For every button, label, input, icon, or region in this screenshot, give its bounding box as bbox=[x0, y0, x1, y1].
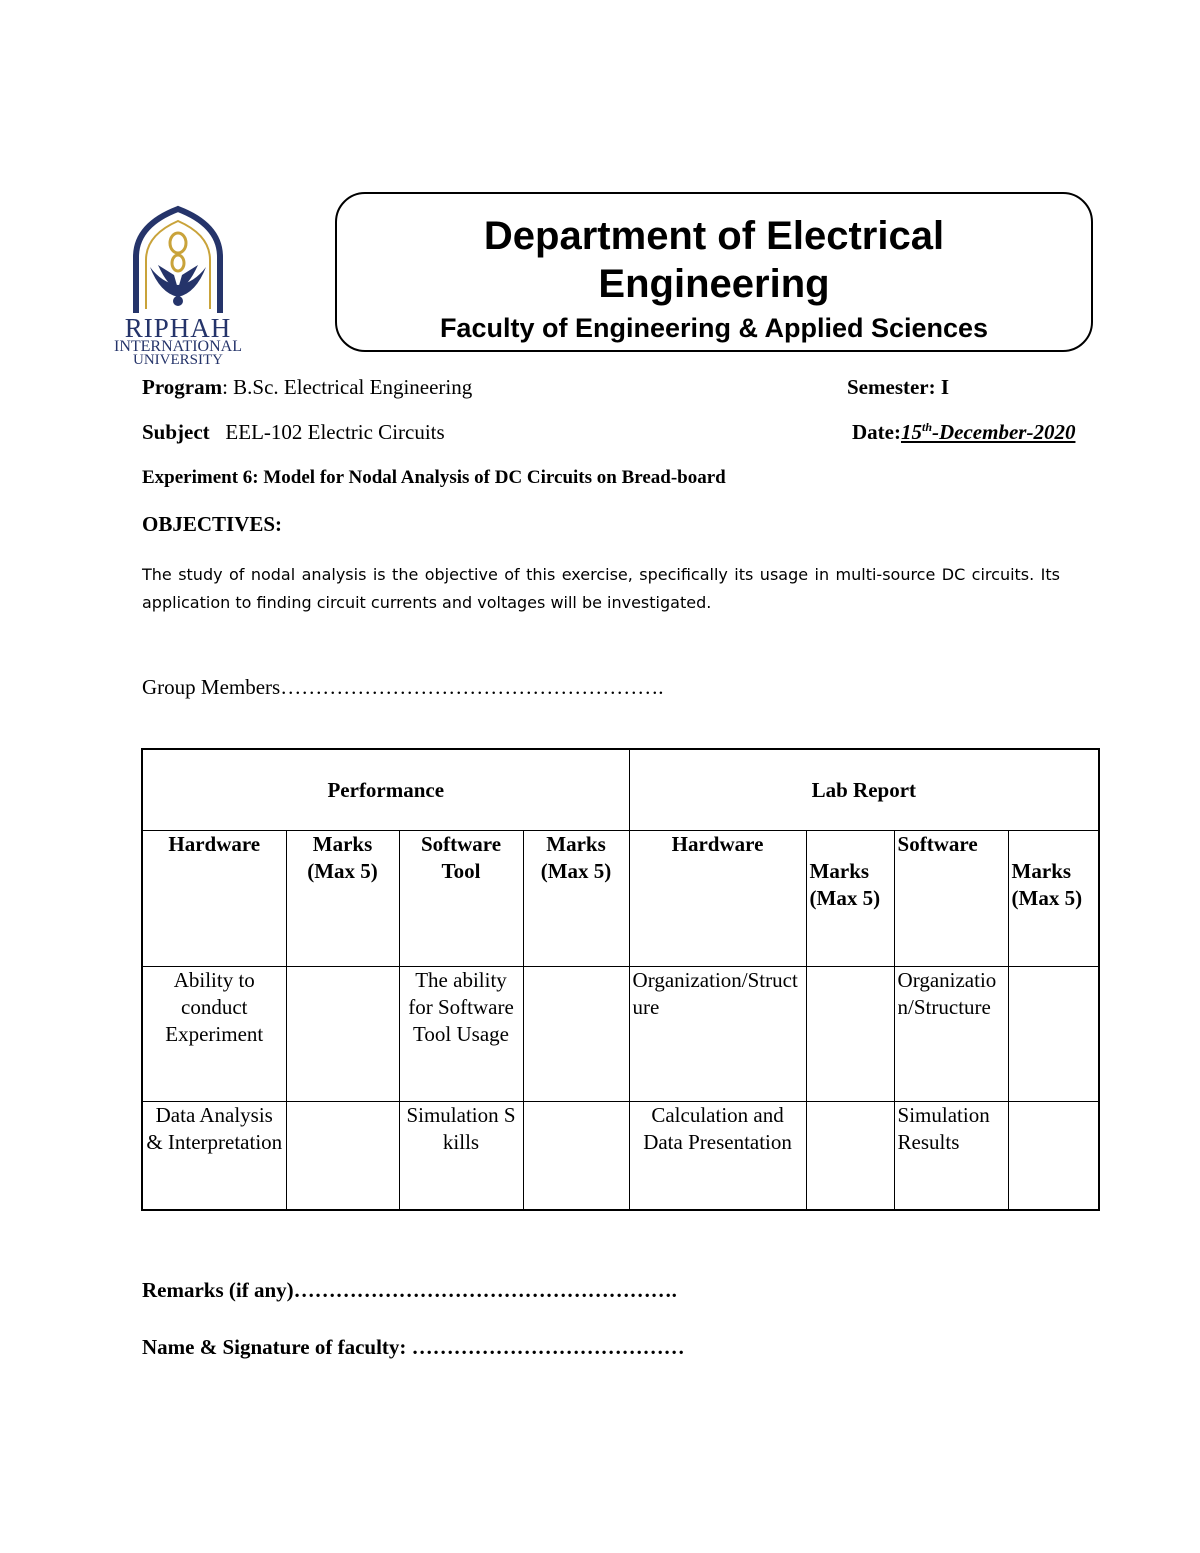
experiment-title: Experiment 6: Model for Nodal Analysis of DC Circuits on Bread-board bbox=[142, 467, 726, 488]
table-cell: Data Analysis & Interpretation bbox=[142, 1102, 286, 1211]
program-line bbox=[142, 375, 472, 400]
group-members-line: Group Members………………………………………………. bbox=[142, 675, 664, 699]
table-cell: Ability to conduct Experiment bbox=[142, 967, 286, 1102]
logo-text-university: UNIVERSITY bbox=[133, 352, 223, 368]
table-cell: Organization/Structure bbox=[894, 967, 1008, 1102]
table-cell: Organization/Structure bbox=[629, 967, 806, 1102]
program-value: : B.Sc. Electrical Engineering bbox=[222, 375, 473, 399]
marks-cell bbox=[523, 1102, 629, 1211]
marks-cell bbox=[806, 967, 894, 1102]
semester-label: Semester: I bbox=[847, 375, 950, 399]
date-label: Date: bbox=[852, 420, 901, 444]
col-header-marks: Marks (Max 5) bbox=[523, 831, 629, 967]
department-header-box bbox=[335, 192, 1093, 352]
objectives-text: The study of nodal analysis is the objective of this exercise, specifically its usage in multi-source DC circuits. Its application to finding circuit currents and voltages will be investigated. bbox=[142, 565, 1060, 612]
assessment-table bbox=[141, 748, 1100, 1211]
marks-cell bbox=[1008, 1102, 1099, 1211]
faculty-signature-line: Name & Signature of faculty: ………………………………… bbox=[142, 1335, 685, 1359]
table-cell: Simulation Results bbox=[894, 1102, 1008, 1211]
subject-line bbox=[142, 420, 445, 445]
department-title bbox=[337, 212, 1091, 308]
department-title-line2: Engineering bbox=[598, 262, 830, 306]
marks-cell bbox=[286, 1102, 399, 1211]
logo-text-riphah: RIPHAH bbox=[124, 313, 232, 343]
program-label: Program bbox=[142, 375, 223, 399]
objectives-heading: OBJECTIVES: bbox=[142, 512, 283, 536]
marks-cell bbox=[523, 967, 629, 1102]
table-row bbox=[142, 1102, 1099, 1211]
date-suffix: th bbox=[921, 420, 932, 434]
date-day: 15 bbox=[900, 420, 922, 444]
faculty-name: Faculty of Engineering & Applied Sciences bbox=[439, 313, 989, 343]
university-emblem-icon bbox=[128, 205, 228, 315]
col-header-marks: Marks (Max 5) bbox=[1008, 831, 1099, 967]
table-row bbox=[142, 967, 1099, 1102]
date-rest: -December-2020 bbox=[932, 420, 1076, 444]
performance-header: Performance bbox=[142, 749, 629, 831]
lab-report-header: Lab Report bbox=[629, 749, 1099, 831]
remarks-line: Remarks (if any)………………………………………………. bbox=[142, 1278, 677, 1302]
table-cell: Simulation Skills bbox=[399, 1102, 523, 1211]
col-header-software-report: Software bbox=[894, 831, 1008, 967]
logo-text-international: INTERNATIONAL bbox=[114, 338, 242, 355]
table-cell: Calculation and Data Presentation bbox=[629, 1102, 806, 1211]
date-line bbox=[852, 420, 1075, 445]
university-logo bbox=[112, 205, 244, 370]
table-cell: The ability for Software Tool Usage bbox=[399, 967, 523, 1102]
subject-value: EEL-102 Electric Circuits bbox=[225, 420, 445, 444]
marks-cell bbox=[286, 967, 399, 1102]
col-header-marks: Marks (Max 5) bbox=[806, 831, 894, 967]
col-header-marks: Marks (Max 5) bbox=[286, 831, 399, 967]
marks-cell bbox=[806, 1102, 894, 1211]
col-header-software-tool: Software Tool bbox=[399, 831, 523, 967]
department-title-line1: Department of Electrical bbox=[483, 214, 945, 258]
date-value bbox=[901, 420, 1075, 444]
marks-cell bbox=[1008, 967, 1099, 1102]
col-header-hardware-report: Hardware bbox=[629, 831, 806, 967]
subject-label: Subject bbox=[142, 420, 210, 444]
col-header-hardware: Hardware bbox=[142, 831, 286, 967]
